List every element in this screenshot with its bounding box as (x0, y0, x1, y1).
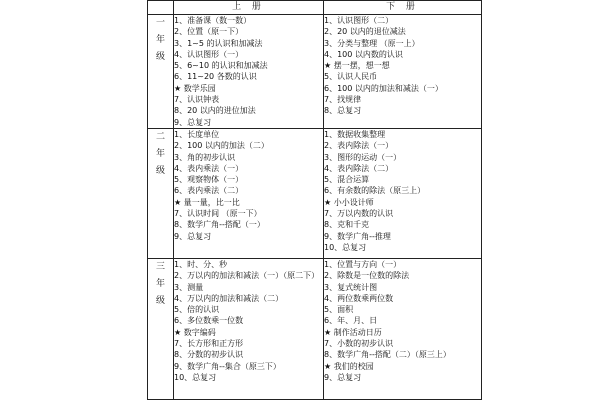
list-item: 7、小数的初步认识 (324, 339, 394, 349)
curriculum-table (147, 0, 482, 400)
grade-1-row (148, 15, 482, 129)
list-item: ★ 数学乐园 (174, 83, 216, 93)
list-item: 5、面积 (324, 305, 354, 315)
list-item: 1、位置与方向（一） (324, 260, 402, 269)
list-item: ★ 摆一摆，想一想 (324, 61, 390, 71)
list-item: 1、时、分、秒 (174, 260, 228, 269)
list-item: ★ 制作活动日历 (324, 327, 382, 337)
list-item: 9、总复习 (174, 231, 212, 241)
grade-3-lower-list (324, 259, 482, 400)
list-item: 4、两位数乘两位数 (324, 293, 394, 303)
list-item: 4、100 以内数的认识 (324, 49, 403, 59)
list-item: 7、认识时间 （原一下） (174, 209, 262, 219)
list-item: 5、观察物体（一） (174, 175, 244, 185)
list-item: 9、数学广角--推理 (324, 231, 391, 241)
list-item: ★ 量一量，比一比 (174, 197, 240, 207)
list-item: ★ 我们的校园 (324, 361, 374, 371)
list-item: 8、数学广角--搭配（一） (174, 220, 265, 230)
grade-label-char: 三 (155, 262, 165, 272)
grade-1-lower-list (324, 15, 482, 129)
grade-1-label (148, 15, 174, 129)
corner-cell (148, 1, 174, 15)
header-lower-volume: 下 册 (324, 1, 482, 15)
list-item: 6、有余数的除法（原三上） (324, 186, 426, 196)
grade-label-char: 年 (155, 149, 165, 159)
list-item: 3、1~5 的认识和加减法 (174, 38, 263, 48)
list-item: 3、测量 (174, 282, 204, 292)
list-item: 4、表内除法（二） (324, 163, 394, 173)
list-item: 6、多位数乘一位数 (174, 316, 244, 326)
list-item: 2、表内除法（一） (324, 141, 394, 151)
list-item: 4、认识图形（一） (174, 49, 244, 59)
grade-2-lower-list (324, 129, 482, 259)
grade-label-char: 年 (155, 279, 165, 289)
list-item: 1、认识图形（二） (324, 16, 394, 25)
list-item: 1、准备课（数一数） (174, 16, 252, 25)
grade-label-char: 级 (155, 296, 165, 306)
list-item: 1、数据收集整理 (324, 130, 386, 139)
list-item: 8、总复习 (324, 106, 362, 116)
list-item: 8、数学广角--搭配（二）（原三上） (324, 350, 451, 360)
list-item: 3、图形的运动（一） (324, 152, 402, 162)
list-item: 2、万以内的加法和减法（一）（原二下） (174, 271, 320, 281)
list-item: 10、总复习 (324, 242, 367, 252)
list-item: 5、认识人民币 (324, 72, 378, 82)
list-item: 7、认识钟表 (174, 95, 220, 105)
list-item: 8、分数的初步认识 (174, 350, 244, 360)
list-item: 3、复式统计图 (324, 282, 378, 292)
grade-label-char: 级 (155, 166, 165, 176)
grade-3-upper-list (174, 259, 324, 400)
list-item: 6、11~20 各数的认识 (174, 72, 257, 82)
list-item: 3、角的初步认识 (174, 152, 236, 162)
list-item: 7、找规律 (324, 95, 362, 105)
list-item: 5、6~10 的认识和加减法 (174, 61, 268, 71)
list-item: 1、长度单位 (174, 130, 220, 139)
list-item: 9、总复习 (324, 372, 362, 382)
list-item: 9、数学广角--集合（原三下） (174, 361, 281, 371)
grade-2-label (148, 129, 174, 259)
grade-label-char: 一 (155, 18, 165, 28)
grade-2-upper-list (174, 129, 324, 259)
list-item: 8、20 以内的进位加法 (174, 106, 256, 116)
list-item: 7、万以内数的认识 (324, 209, 394, 219)
list-item: 6、表内乘法（二） (174, 186, 244, 196)
list-item: 6、100 以内的加法和减法（一） (324, 83, 443, 93)
list-item: 3、分类与整理 （原一上） (324, 38, 420, 48)
list-item: 6、年、月、日 (324, 316, 378, 326)
grade-label-char: 年 (155, 35, 165, 45)
curriculum-sheet (147, 0, 481, 400)
list-item: 4、表内乘法（一） (174, 163, 244, 173)
list-item: 7、长方形和正方形 (174, 339, 244, 349)
list-item: 5、倍的认识 (174, 305, 220, 315)
grade-label-char: 级 (155, 52, 165, 62)
list-item: 5、混合运算 (324, 175, 370, 185)
grade-3-row (148, 259, 482, 400)
list-item: 2、位置（原一下） (174, 27, 244, 37)
list-item: 4、万以内的加法和减法（二） (174, 293, 284, 303)
header-upper-volume: 上 册 (174, 1, 324, 15)
list-item: 10、总复习 (174, 372, 217, 382)
grade-2-row (148, 129, 482, 259)
list-item: 8、克和千克 (324, 220, 370, 230)
list-item: ★ 数字编码 (174, 327, 216, 337)
list-item: ★ 小小设计师 (324, 197, 374, 207)
grade-3-label (148, 259, 174, 400)
grade-label-char: 二 (155, 132, 165, 142)
grade-1-upper-list (174, 15, 324, 129)
list-item: 2、100 以内的加法（二） (174, 141, 269, 151)
list-item: 2、20 以内的退位减法 (324, 27, 406, 37)
list-item: 9、总复习 (174, 117, 212, 127)
list-item: 2、除数是一位数的除法 (324, 271, 410, 281)
